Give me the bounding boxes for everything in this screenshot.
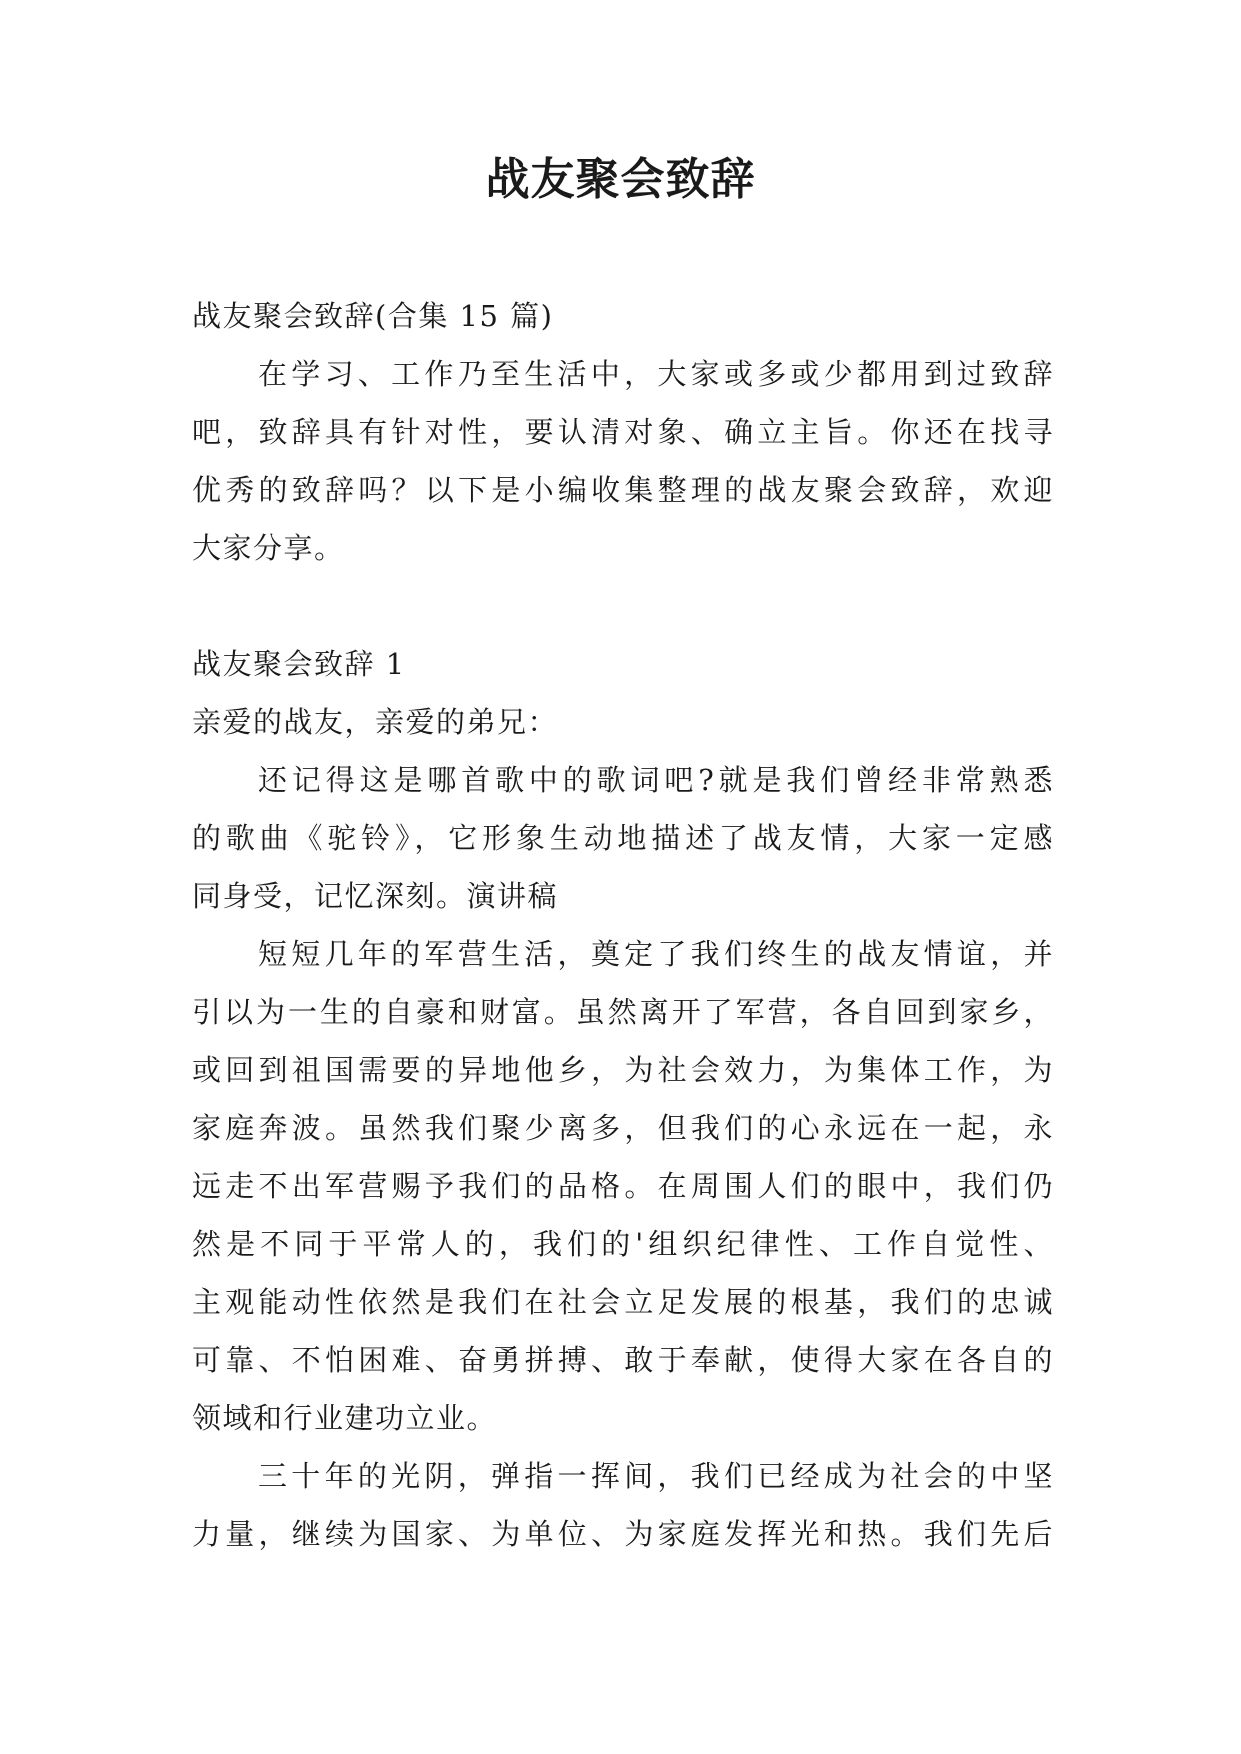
salutation: 亲爱的战友，亲爱的弟兄： <box>192 705 559 739</box>
paragraph-line: 在学习、工作乃至生活中，大家或多或少都用到过致辞 <box>258 357 1054 391</box>
subtitle: 战友聚会致辞(合集 15 篇) <box>192 299 554 333</box>
paragraph-line: 优秀的致辞吗？以下是小编收集整理的战友聚会致辞，欢迎 <box>192 473 1054 507</box>
paragraph-3 <box>192 1447 1054 1563</box>
section-gap <box>192 577 1054 635</box>
paragraph-line: 同身受，记忆深刻。演讲稿 <box>192 879 559 913</box>
paragraph-line: 或回到祖国需要的异地他乡，为社会效力，为集体工作，为 <box>192 1053 1054 1087</box>
paragraph-line: 可靠、不怕困难、奋勇拼搏、敢于奉献，使得大家在各自的 <box>192 1343 1054 1377</box>
paragraph-line: 还记得这是哪首歌中的歌词吧?就是我们曾经非常熟悉 <box>258 763 1054 797</box>
paragraph-line: 的歌曲《驼铃》，它形象生动地描述了战友情，大家一定感 <box>192 821 1054 855</box>
paragraph-line: 短短几年的军营生活，奠定了我们终生的战友情谊，并 <box>258 937 1054 971</box>
paragraph-line: 远走不出军营赐予我们的品格。在周围人们的眼中，我们仍 <box>192 1169 1054 1203</box>
paragraph-line: 三十年的光阴，弹指一挥间，我们已经成为社会的中坚 <box>258 1459 1054 1493</box>
paragraph-line: 力量，继续为国家、为单位、为家庭发挥光和热。我们先后 <box>192 1517 1054 1551</box>
paragraph-line: 然是不同于平常人的，我们的'组织纪律性、工作自觉性、 <box>192 1227 1054 1261</box>
paragraph-2 <box>192 925 1054 1447</box>
paragraph-line: 主观能动性依然是我们在社会立足发展的根基，我们的忠诚 <box>192 1285 1054 1319</box>
section-heading: 战友聚会致辞 1 <box>192 647 406 681</box>
paragraph-1 <box>192 751 1054 925</box>
intro-paragraph <box>192 345 1054 577</box>
paragraph-line: 领域和行业建功立业。 <box>192 1401 498 1435</box>
paragraph-line: 引以为一生的自豪和财富。虽然离开了军营，各自回到家乡， <box>192 995 1054 1029</box>
document-body <box>192 287 1054 1563</box>
paragraph-line: 吧，致辞具有针对性，要认清对象、确立主旨。你还在找寻 <box>192 415 1054 449</box>
document-title: 战友聚会致辞 <box>485 154 756 205</box>
paragraph-line: 家庭奔波。虽然我们聚少离多，但我们的心永远在一起，永 <box>192 1111 1054 1145</box>
paragraph-line: 大家分享。 <box>192 531 345 565</box>
